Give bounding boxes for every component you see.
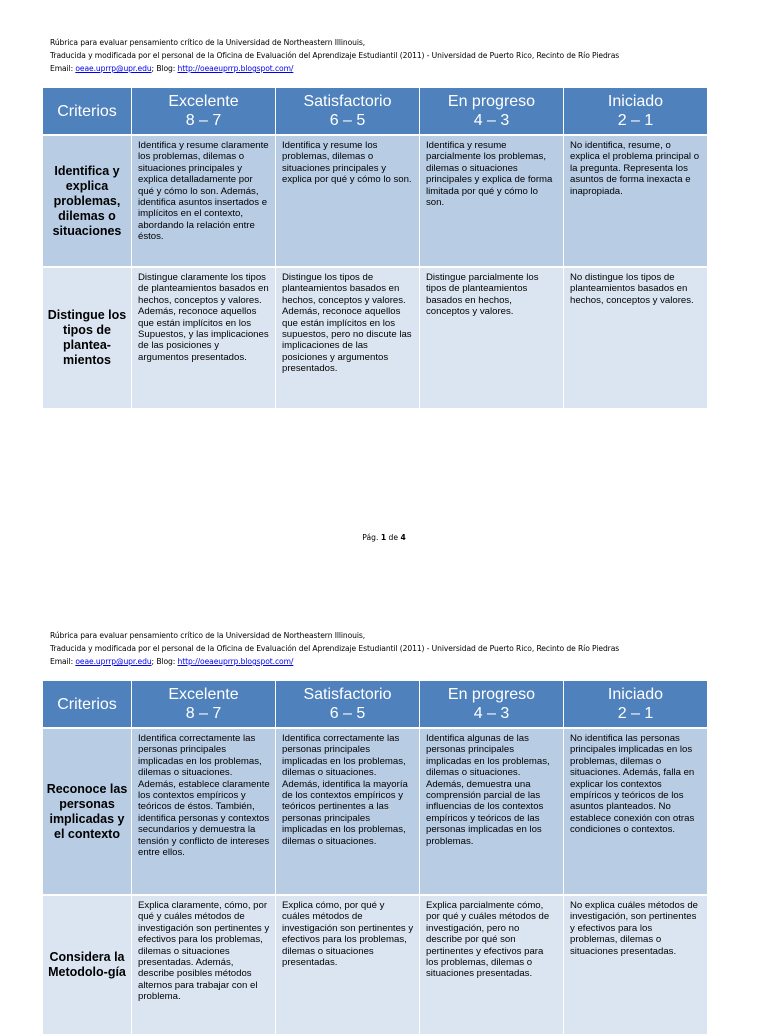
level-range: 6 – 5 bbox=[329, 705, 366, 722]
header-excelente bbox=[132, 88, 275, 136]
header-title: Rúbrica para evaluar pensamiento crítico de la Universidad de Northeastern Illinouis, bbox=[50, 631, 366, 640]
header-excelente bbox=[132, 681, 275, 729]
level-range: 4 – 3 bbox=[473, 112, 510, 129]
table-row bbox=[43, 896, 707, 1036]
level-name: En progreso bbox=[447, 93, 536, 110]
header-contact bbox=[50, 62, 740, 75]
footer-prefix: Pág. bbox=[362, 533, 381, 542]
blog-link[interactable]: http://oeaeuprrp.blogspot.com/ bbox=[177, 64, 294, 73]
table-row bbox=[43, 136, 707, 268]
header-en-progreso bbox=[420, 88, 563, 136]
email-link[interactable]: oeae.uprrp@upr.edu bbox=[75, 64, 152, 73]
table-row bbox=[43, 268, 707, 410]
header-iniciado bbox=[564, 88, 707, 136]
criterion-cell: Considera la Metodolo-gía bbox=[43, 896, 131, 1036]
header-criterios: Criterios bbox=[43, 88, 131, 136]
page-header bbox=[50, 629, 740, 668]
header-en-progreso bbox=[420, 681, 563, 729]
cell-iniciado: No identifica, resume, o explica el problema principal o la pregunta. Representa los asuntos de forma inexacta e inapropiada. bbox=[564, 136, 707, 268]
email-label: Email: bbox=[50, 64, 76, 73]
level-name: Iniciado bbox=[607, 93, 664, 110]
level-range: 4 – 3 bbox=[473, 705, 510, 722]
header-criterios: Criterios bbox=[43, 681, 131, 729]
level-name: En progreso bbox=[447, 686, 536, 703]
criterion-cell: Identifica y explica problemas, dilemas o situaciones bbox=[43, 136, 131, 268]
cell-excelente: Identifica y resume claramente los problemas, dilemas o situaciones principales y explica detalladamente por qué y cómo lo son. Además, identifica asuntos insertados e implícitos en el contexto, abordando la relación entre éstos. bbox=[132, 136, 275, 268]
level-range: 6 – 5 bbox=[329, 112, 366, 129]
level-name: Iniciado bbox=[607, 686, 664, 703]
footer-current-page: 1 bbox=[380, 533, 387, 542]
footer-of: de bbox=[386, 533, 401, 542]
level-name: Satisfactorio bbox=[303, 686, 392, 703]
header-iniciado bbox=[564, 681, 707, 729]
cell-satisfactorio: Distingue los tipos de planteamientos basados en hechos, conceptos y valores. Además, reconoce aquellos que están implícitos en los supuestos, pero no discute las implicaciones de las posiciones y argumentos presentados. bbox=[276, 268, 419, 410]
rubric-header-row bbox=[43, 88, 707, 136]
cell-iniciado: No explica cuáles métodos de investigación, son pertinentes y efectivos para los problemas, dilemas o situaciones presentadas. bbox=[564, 896, 707, 1036]
level-name: Excelente bbox=[168, 686, 239, 703]
cell-en-progreso: Explica parcialmente cómo, por qué y cuáles métodos de investigación, pero no describe por qué son pertinentes y efectivos para los problemas, dilemas o situaciones presentadas. bbox=[420, 896, 563, 1036]
cell-satisfactorio: Identifica correctamente las personas principales implicadas en los problemas, dilemas o situaciones. Además, identifica la mayoría de los contextos empíricos y teóricos pertinentes a las personas principales implicadas en los problemas, dilemas o situaciones. bbox=[276, 729, 419, 896]
cell-en-progreso: Identifica algunas de las personas principales implicadas en los problemas, dilemas o situaciones. Además, demuestra una comprensión parcial de las influencias de los contextos empíricos y teóricos de las personas implicadas en los problemas. bbox=[420, 729, 563, 896]
cell-iniciado: No identifica las personas principales implicadas en los problemas, dilemas o situaciones. Además, falla en explicar los contextos empíricos y teóricos de los asuntos planteados. No establece conexión con otras condiciones o contextos. bbox=[564, 729, 707, 896]
header-satisfactorio bbox=[276, 681, 419, 729]
cell-en-progreso: Identifica y resume parcialmente los problemas, dilemas o situaciones principales y explica de forma limitada por qué y cómo lo son. bbox=[420, 136, 563, 268]
header-satisfactorio bbox=[276, 88, 419, 136]
email-label: Email: bbox=[50, 657, 76, 666]
rubric-header-row bbox=[43, 681, 707, 729]
cell-excelente: Identifica correctamente las personas principales implicadas en los problemas, dilemas o situaciones. Además, establece claramente los contextos empíricos y teóricos de éstos. También, identifica personas y contextos secundarios y demuestra la tensión y conflicto de intereses entre ellos. bbox=[132, 729, 275, 896]
page-footer bbox=[0, 533, 768, 542]
rubric-table bbox=[42, 681, 708, 1036]
cell-satisfactorio: Identifica y resume los problemas, dilemas o situaciones principales y explica por qué y cómo lo son. bbox=[276, 136, 419, 268]
blog-link[interactable]: http://oeaeuprrp.blogspot.com/ bbox=[177, 657, 294, 666]
header-contact bbox=[50, 655, 740, 668]
cell-en-progreso: Distingue parcialmente los tipos de planteamientos basados en hechos, conceptos y valores. bbox=[420, 268, 563, 410]
criterion-cell: Reconoce las personas implicadas y el contexto bbox=[43, 729, 131, 896]
header-subtitle: Traducida y modificada por el personal de la Oficina de Evaluación del Aprendizaje Estudiantil (2011) - Universidad de Puerto Rico, Recinto de Río Piedras bbox=[50, 51, 620, 60]
table-row bbox=[43, 729, 707, 896]
level-range: 2 – 1 bbox=[617, 705, 654, 722]
header-title: Rúbrica para evaluar pensamiento crítico de la Universidad de Northeastern Illinouis, bbox=[50, 38, 366, 47]
level-range: 8 – 7 bbox=[185, 112, 222, 129]
level-name: Excelente bbox=[168, 93, 239, 110]
criterion-cell: Distingue los tipos de plantea-mientos bbox=[43, 268, 131, 410]
cell-iniciado: No distingue los tipos de planteamientos basados en hechos, conceptos y valores. bbox=[564, 268, 707, 410]
cell-satisfactorio: Explica cómo, por qué y cuáles métodos de investigación son pertinentes y efectivos para los problemas, dilemas o situaciones presentadas. bbox=[276, 896, 419, 1036]
rubric-table bbox=[42, 88, 708, 410]
page-header bbox=[50, 36, 740, 75]
footer-total-pages: 4 bbox=[400, 533, 406, 542]
blog-label: ; Blog: bbox=[151, 64, 178, 73]
cell-excelente: Distingue claramente los tipos de planteamientos basados en hechos, conceptos y valores. Además, reconoce aquellos que están implícitos en los Supuestos, y las implicaciones de las posiciones y argumentos presentados. bbox=[132, 268, 275, 410]
blog-label: ; Blog: bbox=[151, 657, 178, 666]
cell-excelente: Explica claramente, cómo, por qué y cuáles métodos de investigación son pertinentes y efectivos para los problemas, dilemas o situaciones presentadas. Además, describe posibles métodos alternos para trabajar con el problema. bbox=[132, 896, 275, 1036]
level-range: 8 – 7 bbox=[185, 705, 222, 722]
email-link[interactable]: oeae.uprrp@upr.edu bbox=[75, 657, 152, 666]
level-name: Satisfactorio bbox=[303, 93, 392, 110]
level-range: 2 – 1 bbox=[617, 112, 654, 129]
header-subtitle: Traducida y modificada por el personal de la Oficina de Evaluación del Aprendizaje Estudiantil (2011) - Universidad de Puerto Rico, Recinto de Río Piedras bbox=[50, 644, 620, 653]
